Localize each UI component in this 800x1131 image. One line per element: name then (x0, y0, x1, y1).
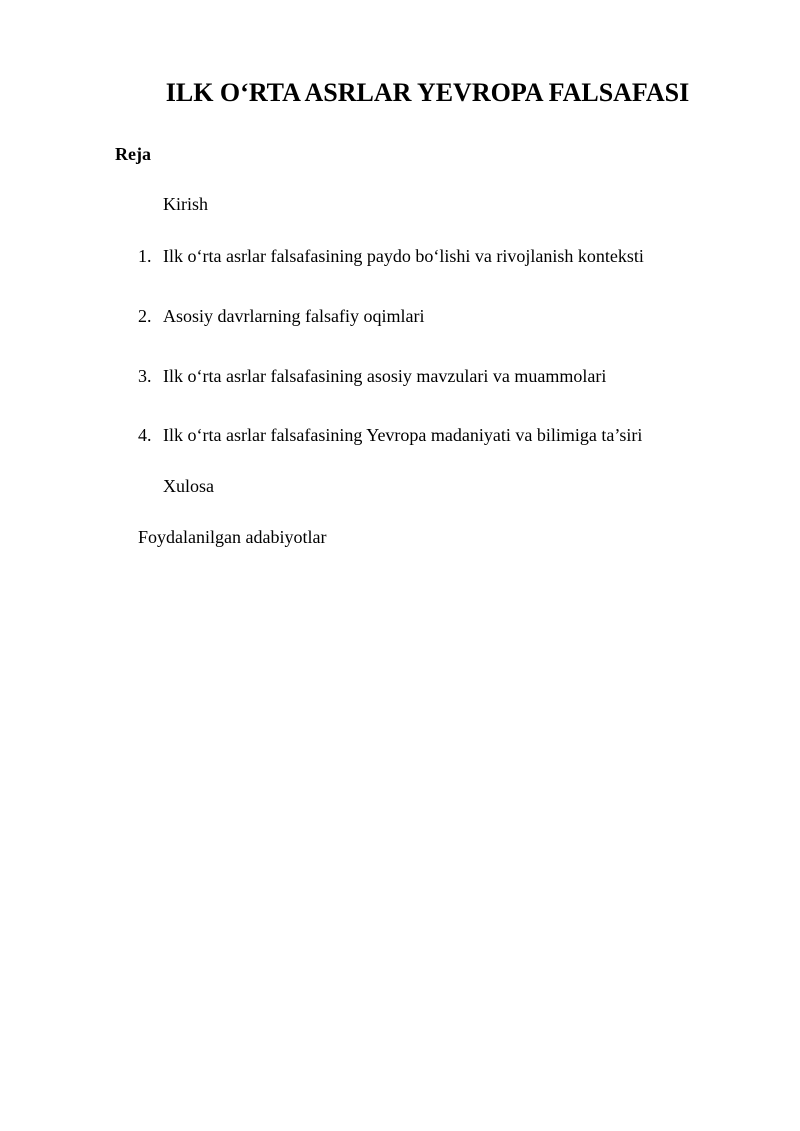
references-entry: Foydalanilgan adabiyotlar (138, 527, 327, 547)
list-item-text: Ilk o‘rta asrlar falsafasining Yevropa madaniyati va bilimiga ta’siri (163, 425, 643, 445)
intro-entry: Kirish (163, 194, 208, 214)
list-item-number: 1. (138, 246, 152, 266)
list-item-text: Ilk o‘rta asrlar falsafasining asosiy mavzulari va muammolari (163, 366, 607, 386)
list-item-number: 3. (138, 366, 152, 386)
list-item-text: Ilk o‘rta asrlar falsafasining paydo bo‘lishi va rivojlanish konteksti (163, 246, 644, 266)
conclusion-entry: Xulosa (163, 476, 214, 496)
list-item-number: 2. (138, 306, 152, 326)
plan-heading: Reja (115, 144, 151, 164)
list-item-number: 4. (138, 425, 152, 445)
document-title: ILK O‘RTA ASRLAR YEVROPA FALSAFASI (165, 78, 690, 107)
list-item-text: Asosiy davrlarning falsafiy oqimlari (163, 306, 425, 326)
